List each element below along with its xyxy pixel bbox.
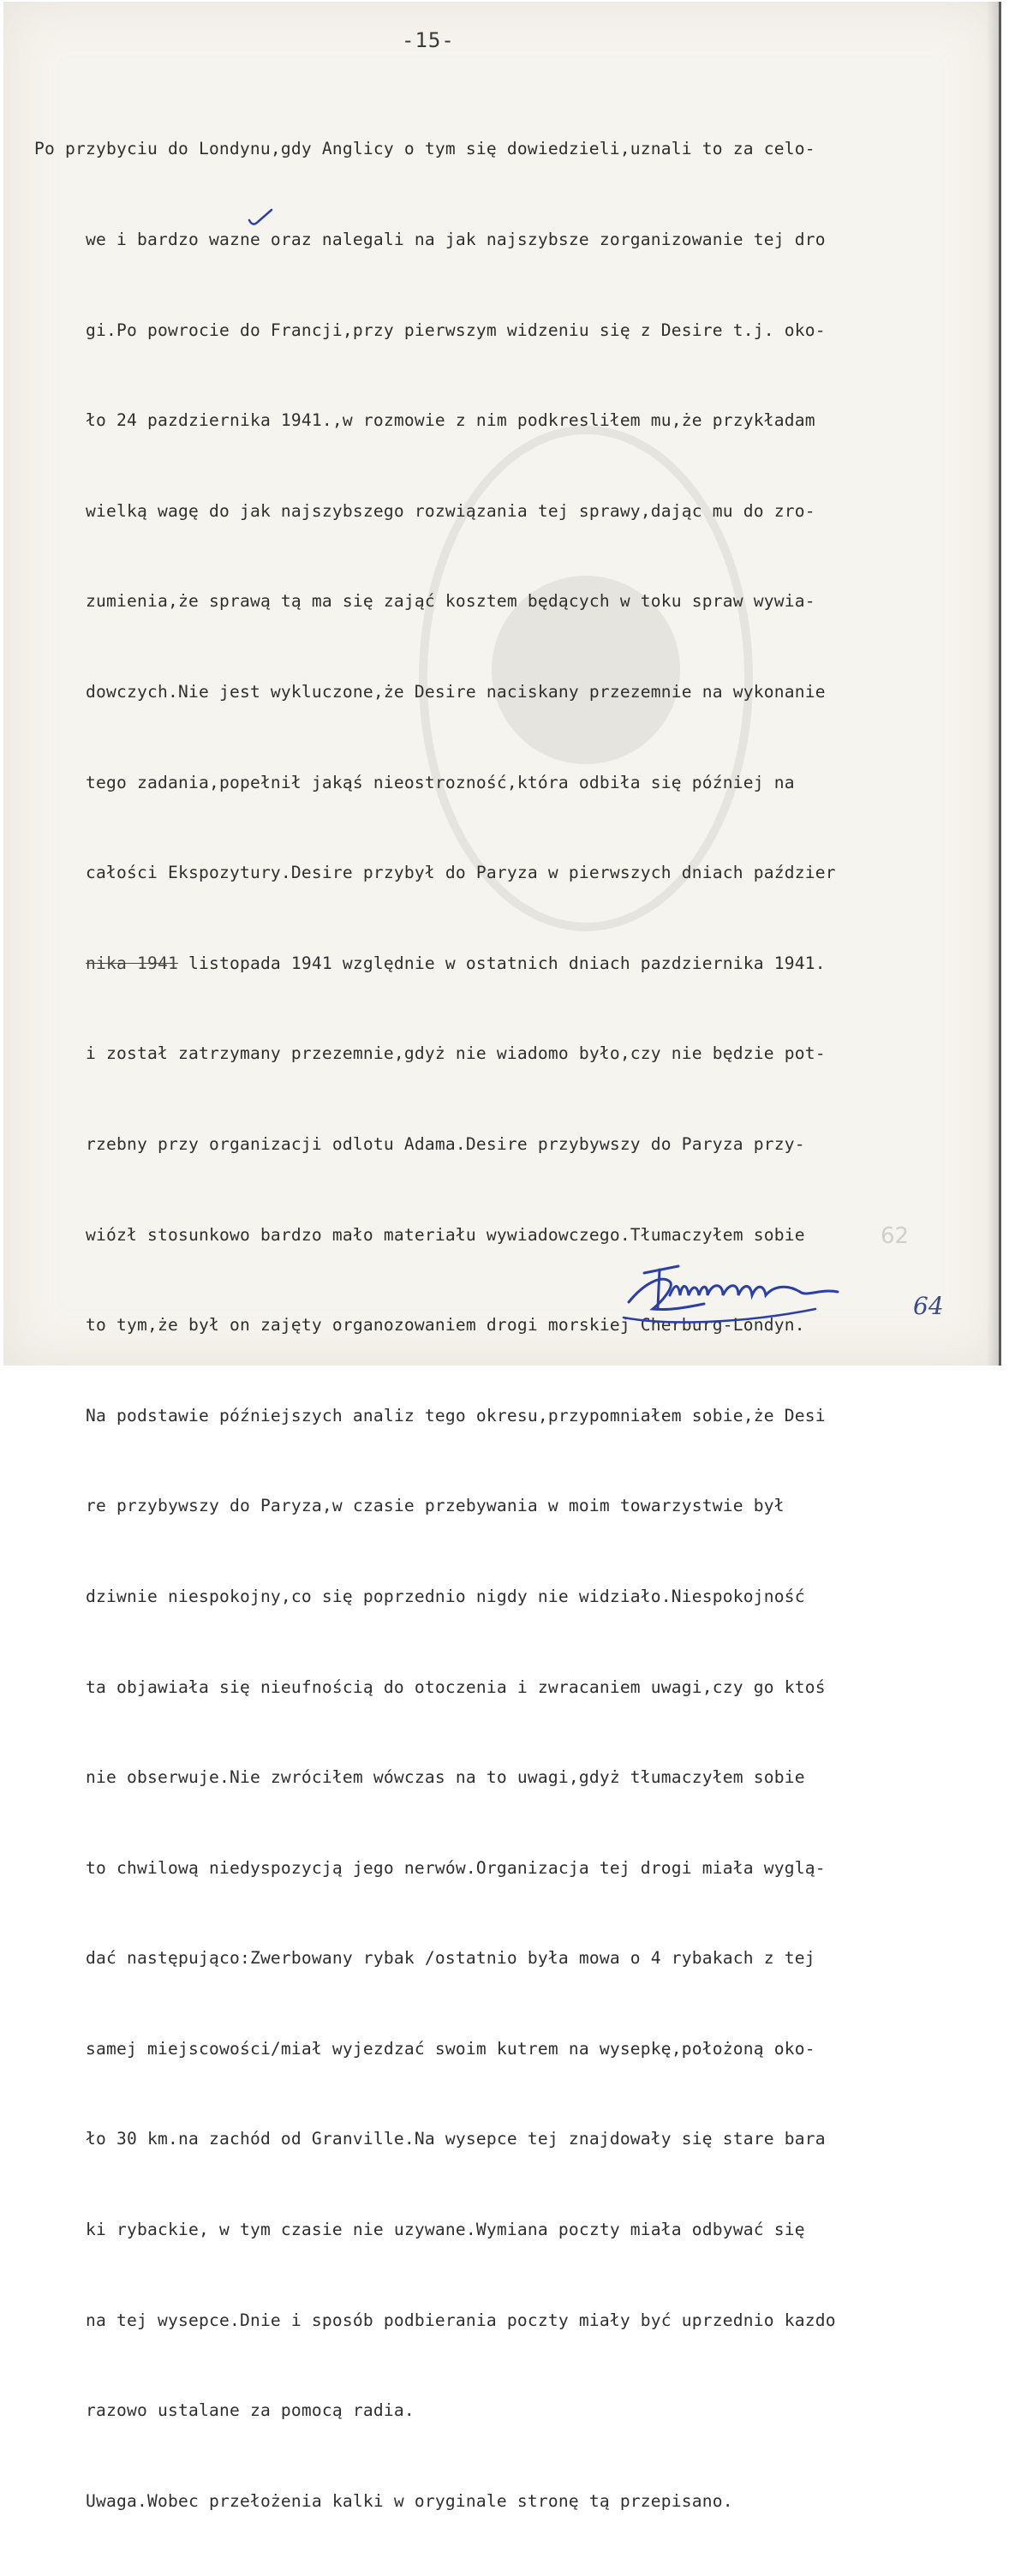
- folio-number: 64: [913, 1292, 944, 1320]
- text-segment: listopada 1941 względnie w ostatnich dniach pazdziernika 1941.: [177, 953, 826, 973]
- text-line: Uwaga.Wobec przełożenia kalki w oryginale stronę tą przepisano.: [86, 2490, 733, 2511]
- text-line: nie obserwuje.Nie zwróciłem wówczas na to uwagi,gdyż tłumaczyłem sobie: [86, 1767, 805, 1788]
- text-line: dać następująco:Zwerbowany rybak /ostatnio była mowa o 4 rybakach z tej: [86, 1948, 815, 1969]
- text-line: Na podstawie późniejszych analiz tego okresu,przypomniałem sobie,że Desi: [86, 1405, 826, 1425]
- text-line: to chwilową niedyspozycją jego nerwów.Organizacja tej drogi miała wyglą-: [86, 1857, 826, 1878]
- text-line: re przybywszy do Paryza,w czasie przebywania w moim towarzystwie był: [86, 1496, 785, 1516]
- text-line: wiózł stosunkowo bardzo mało materiału wywiadowczego.Tłumaczyłem sobie: [86, 1224, 805, 1245]
- text-line: we i bardzo wazne oraz nalegali na jak najszybsze zorganizowanie tej dro: [86, 230, 826, 249]
- pen-correction-mark: [246, 208, 280, 229]
- page-edge: [987, 2, 999, 1366]
- text-line: tego zadania,popełnił jakąś nieostrozność,która odbiła się później na: [86, 772, 795, 792]
- text-line: razowo ustalane za pomocą radia.: [86, 2400, 415, 2421]
- text-line: Po przybyciu do Londynu,gdy Anglicy o tym się dowiedzieli,uznali to za celo-: [34, 139, 815, 159]
- struck-text: nika 1941: [86, 953, 178, 973]
- text-line: [34, 948, 985, 978]
- text-line: całości Ekspozytury.Desire przybył do Paryza w pierwszych dniach paździer: [86, 863, 836, 883]
- text-line: na tej wysepce.Dnie i sposób podbierania poczty miały być uprzednio kazdo: [86, 2310, 836, 2330]
- text-line: ło 30 km.na zachód od Granville.Na wysepce tej znajdowały się stare bara: [86, 2129, 826, 2149]
- page-number: -15-: [402, 28, 455, 52]
- text-line: dziwnie niespokojny,co się poprzednio nigdy nie widziało.Niespokojność: [86, 1586, 805, 1606]
- text-line: gi.Po powrocie do Francji,przy pierwszym widzeniu się z Desire t.j. oko-: [86, 320, 826, 340]
- handwritten-signature: [618, 1258, 893, 1326]
- text-line: dowczych.Nie jest wykluczone,że Desire naciskany przezemnie na wykonanie: [86, 681, 826, 702]
- text-line: i został zatrzymany przezemnie,gdyż nie wiadomo było,czy nie będzie pot-: [86, 1043, 826, 1064]
- pencil-page-number: 62: [881, 1223, 910, 1249]
- text-line: ki rybackie, w tym czasie nie uzywane.Wymiana poczty miała odbywać się: [86, 2220, 805, 2240]
- text-line: to tym,że był on zajęty organozowaniem drogi morskiej Cherburg-Londyn.: [86, 1315, 805, 1336]
- text-line: ta objawiała się nieufnością do otoczenia i zwracaniem uwagi,czy go ktoś: [86, 1676, 826, 1697]
- document-page: [3, 2, 1001, 2511]
- text-line: samej miejscowości/miał wyjezdzać swoim kutrem na wysepkę,położoną oko-: [86, 2038, 815, 2059]
- text-line: wielką wagę do jak najszybszego rozwiązania tej sprawy,dając mu do zro-: [86, 500, 815, 521]
- text-line: rzebny przy organizacji odlotu Adama.Desire przybywszy do Paryza przy-: [86, 1133, 805, 1154]
- text-line: ło 24 pazdziernika 1941.,w rozmowie z nim podkresliłem mu,że przykładam: [86, 410, 815, 431]
- text-line: zumienia,że sprawą tą ma się zająć kosztem będących w toku spraw wywia-: [86, 591, 815, 612]
